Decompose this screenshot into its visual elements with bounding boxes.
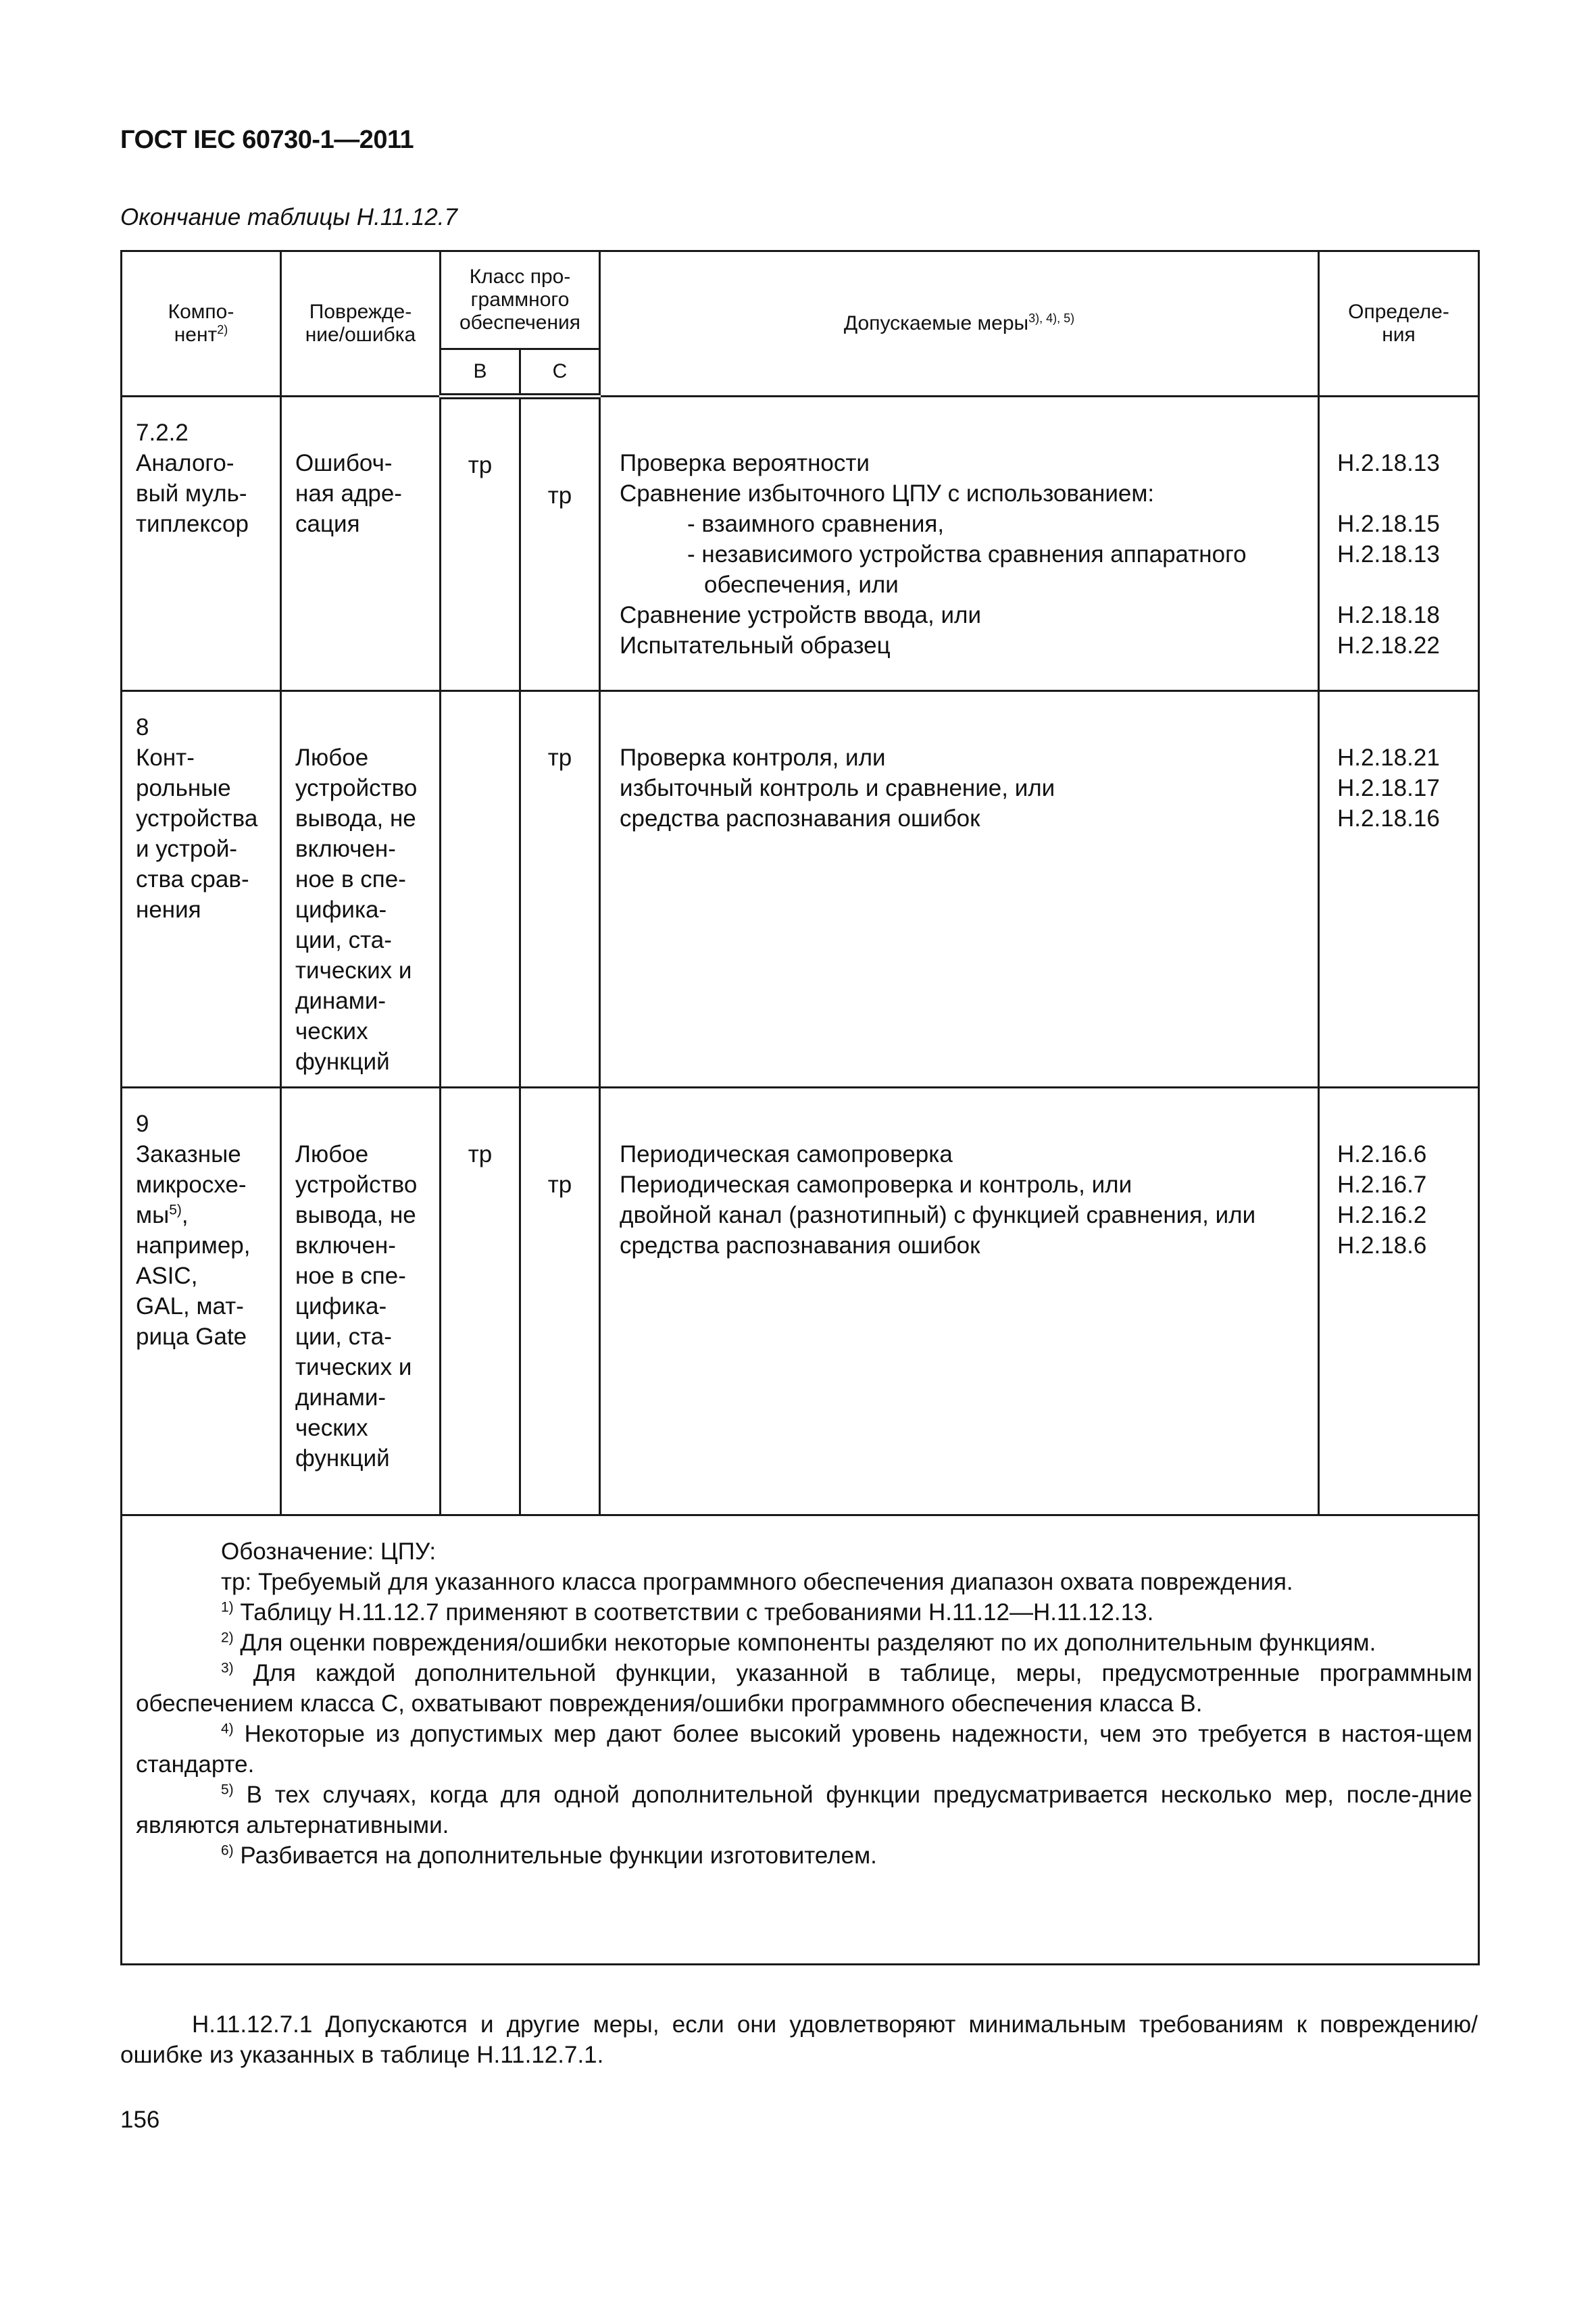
definition-ref: Н.2.18.17	[1337, 775, 1440, 801]
footnote-text: Разбивается на дополнительные функции изготовителем.	[240, 1842, 877, 1869]
text-line: цифика-	[295, 897, 387, 923]
notes-row	[122, 1515, 1479, 1965]
footnote-1	[136, 1597, 1472, 1628]
definition-ref: Н.2.18.13	[1337, 450, 1440, 476]
spacer	[441, 420, 519, 450]
text-line: функций	[295, 1049, 390, 1075]
table-row	[122, 397, 1479, 691]
text-line: включен-	[295, 836, 396, 862]
spacer	[1337, 1109, 1472, 1139]
footnote-4	[136, 1719, 1472, 1780]
definition-ref: Н.2.16.6	[1337, 1141, 1427, 1167]
header-fault: Поврежде- ние/ошибка	[281, 251, 441, 397]
footnote-mark: 6)	[221, 1842, 234, 1859]
footnote-3	[136, 1658, 1472, 1719]
table-row	[122, 1088, 1479, 1515]
measure-item: обеспечения, или	[704, 572, 899, 598]
text-line: нения	[136, 897, 201, 923]
spacer	[295, 418, 434, 448]
text-line: Конт-	[136, 745, 195, 771]
spacer	[521, 1139, 599, 1169]
cell-class-b	[441, 691, 520, 1088]
text-line: Любое	[295, 1141, 369, 1167]
text-line: Ошибоч-	[295, 450, 393, 476]
footnote-mark: 1)	[221, 1599, 234, 1615]
header-measures-footnote: 3), 4), 5)	[1028, 311, 1075, 325]
table-row	[122, 691, 1479, 1088]
definition-ref: Н.2.18.18	[1337, 602, 1440, 628]
text-line: функций	[295, 1445, 390, 1472]
spacer	[521, 712, 599, 743]
measure-item: средства распознавания ошибок	[620, 805, 980, 832]
spacer	[441, 712, 519, 743]
header-measures-text: Допускаемые меры	[843, 312, 1029, 334]
spacer	[620, 1109, 1312, 1139]
text-line: типлексор	[136, 511, 249, 537]
page-number: 156	[120, 2107, 160, 2133]
text-line: ческих	[295, 1018, 368, 1045]
class-mark: тр	[468, 1141, 493, 1167]
text-line: ства срав-	[136, 866, 249, 892]
footnote-mark: 3)	[221, 1660, 234, 1676]
cell-fault	[281, 691, 441, 1088]
measure-item: - независимого устройства сравнения аппаратного	[687, 541, 1247, 568]
text-line: микросхе-	[136, 1172, 247, 1198]
measure-item: Периодическая самопроверка и контроль, или	[620, 1172, 1132, 1198]
cell-fault	[281, 1088, 441, 1515]
text-line: тических и	[295, 1354, 412, 1380]
text-line: рица Gate	[136, 1324, 247, 1350]
cell-class-c	[520, 397, 600, 691]
text-line: вывода, не	[295, 1202, 416, 1228]
definition-ref: Н.2.16.7	[1337, 1172, 1427, 1198]
header-definitions: Определе- ния	[1319, 251, 1479, 397]
spacer	[620, 712, 1312, 743]
note-designation: Обозначение: ЦПУ:	[221, 1538, 437, 1565]
text-line: тических и	[295, 957, 412, 984]
measure-item: - взаимного сравнения,	[687, 511, 945, 537]
footnote-mark: 2)	[221, 1630, 234, 1646]
text-line: сация	[295, 511, 360, 537]
text-line: Заказные	[136, 1141, 241, 1167]
definition-ref: Н.2.18.16	[1337, 805, 1440, 832]
note-tr: тр: Требуемый для указанного класса программного обеспечения диапазон охвата повреждения.	[221, 1569, 1293, 1595]
spacer	[441, 1109, 519, 1139]
text-line: Аналого-	[136, 450, 234, 476]
class-mark: тр	[468, 452, 493, 478]
spacer	[1337, 478, 1472, 509]
text-line: ное в спе-	[295, 866, 406, 892]
document-header: ГОСТ IEC 60730-1—2011	[120, 126, 414, 154]
cell-component	[122, 397, 281, 691]
text-line: вывода, не	[295, 805, 416, 832]
definition-ref: Н.2.18.13	[1337, 541, 1440, 568]
class-mark: тр	[547, 1172, 572, 1198]
measures-table	[120, 250, 1480, 1965]
text-line: ASIC,	[136, 1263, 198, 1289]
text-line: устройство	[295, 775, 418, 801]
spacer	[295, 1109, 434, 1139]
measure-item: двойной канал (разнотипный) с функцией сравнения, или	[620, 1202, 1256, 1228]
header-component	[122, 251, 281, 397]
cell-class-b	[441, 397, 520, 691]
header-class-c: С	[520, 349, 600, 397]
cell-definitions	[1319, 1088, 1479, 1515]
text-line: устройства	[136, 805, 258, 832]
header-component-text: Компо- нент	[168, 301, 234, 346]
header-measures	[600, 251, 1319, 397]
measure-item: избыточный контроль и сравнение, или	[620, 775, 1055, 801]
footnote-text: Для каждой дополнительной функции, указанной в таблице, меры, предусмотренные программным обеспечением класса С, охватывают повреждения/ошибки программного обеспечения класса В.	[136, 1660, 1473, 1717]
spacer	[1337, 418, 1472, 448]
spacer	[620, 418, 1312, 448]
header-software-class: Класс про- граммного обеспечения	[441, 251, 600, 349]
measure-item: Проверка вероятности	[620, 450, 870, 476]
class-mark: тр	[547, 482, 572, 509]
cell-class-b	[441, 1088, 520, 1515]
spacer	[295, 712, 434, 743]
measure-item: Сравнение избыточного ЦПУ с использованием:	[620, 480, 1155, 507]
text-line: цифика-	[295, 1293, 387, 1319]
cell-class-c	[520, 691, 600, 1088]
text-line: и устрой-	[136, 836, 238, 862]
body-paragraph: Н.11.12.7.1 Допускаются и другие меры, если они удовлетворяют минимальным требованиям к повреждению/ошибке из указанных в таблице Н.11.12.7.1.	[120, 2011, 1478, 2068]
measure-item: Проверка контроля, или	[620, 745, 886, 771]
text-line: ции, ста-	[295, 1324, 392, 1350]
cell-definitions	[1319, 397, 1479, 691]
text-line: вый муль-	[136, 480, 247, 507]
text-line: динами-	[295, 988, 386, 1014]
text-line: 9	[136, 1111, 149, 1137]
table-notes	[122, 1515, 1479, 1965]
definition-ref: Н.2.18.15	[1337, 511, 1440, 537]
text-line: 8	[136, 714, 149, 740]
cell-class-c	[520, 1088, 600, 1515]
definition-ref: Н.2.18.6	[1337, 1232, 1427, 1259]
spacer	[1337, 570, 1472, 600]
text-line: включен-	[295, 1232, 396, 1259]
measure-item: средства распознавания ошибок	[620, 1232, 980, 1259]
text-line: 7.2.2	[136, 420, 189, 446]
text-line: ческих	[295, 1415, 368, 1441]
measure-item: Сравнение устройств ввода, или	[620, 602, 981, 628]
cell-measures	[600, 397, 1319, 691]
spacer	[521, 420, 599, 450]
definition-ref: Н.2.16.2	[1337, 1202, 1427, 1228]
table-caption: Окончание таблицы Н.11.12.7	[120, 204, 457, 230]
header-component-footnote: 2)	[217, 323, 228, 336]
text-line: например,	[136, 1232, 251, 1259]
definition-ref: Н.2.18.21	[1337, 745, 1440, 771]
cell-measures	[600, 691, 1319, 1088]
text-line: ции, ста-	[295, 927, 392, 953]
cell-fault	[281, 397, 441, 691]
cell-definitions	[1319, 691, 1479, 1088]
text-fragment: мы	[136, 1202, 170, 1228]
footnote-text: Некоторые из допустимых мер дают более высокий уровень надежности, чем это требуется в настоя-щем стандарте.	[136, 1721, 1473, 1778]
text-line: GAL, мат-	[136, 1293, 244, 1319]
text-line: ная адре-	[295, 480, 402, 507]
cell-component	[122, 691, 281, 1088]
text-line: Любое	[295, 745, 369, 771]
class-mark: тр	[547, 745, 572, 771]
text-line: динами-	[295, 1384, 386, 1411]
spacer	[521, 450, 599, 480]
cell-component	[122, 1088, 281, 1515]
text-line-with-footnote: $мы^{5)}$,	[136, 1202, 189, 1228]
text-line: устройство	[295, 1172, 418, 1198]
footnote-text: Для оценки повреждения/ошибки некоторые компоненты разделяют по их дополнительным функциям.	[240, 1630, 1376, 1656]
footnote-mark: 5)	[169, 1202, 182, 1218]
spacer	[521, 1109, 599, 1139]
measure-item: Испытательный образец	[620, 632, 891, 659]
footnote-2	[136, 1628, 1472, 1658]
spacer	[1337, 712, 1472, 743]
footnote-5	[136, 1780, 1472, 1840]
footnote-text: В тех случаях, когда для одной дополнительной функции предусматривается несколько мер, после-дние являются альтернативными.	[136, 1782, 1473, 1838]
text-line: рольные	[136, 775, 231, 801]
footnote-text: Таблицу Н.11.12.7 применяют в соответствии с требованиями Н.11.12—Н.11.12.13.	[240, 1599, 1154, 1626]
footnote-mark: 5)	[221, 1782, 234, 1798]
footnote-6	[136, 1840, 1472, 1871]
cell-measures	[600, 1088, 1319, 1515]
measure-item: Периодическая самопроверка	[620, 1141, 953, 1167]
footnote-mark: 4)	[221, 1721, 234, 1737]
text-line: ное в спе-	[295, 1263, 406, 1289]
header-class-b: В	[441, 349, 520, 397]
definition-ref: Н.2.18.22	[1337, 632, 1440, 659]
